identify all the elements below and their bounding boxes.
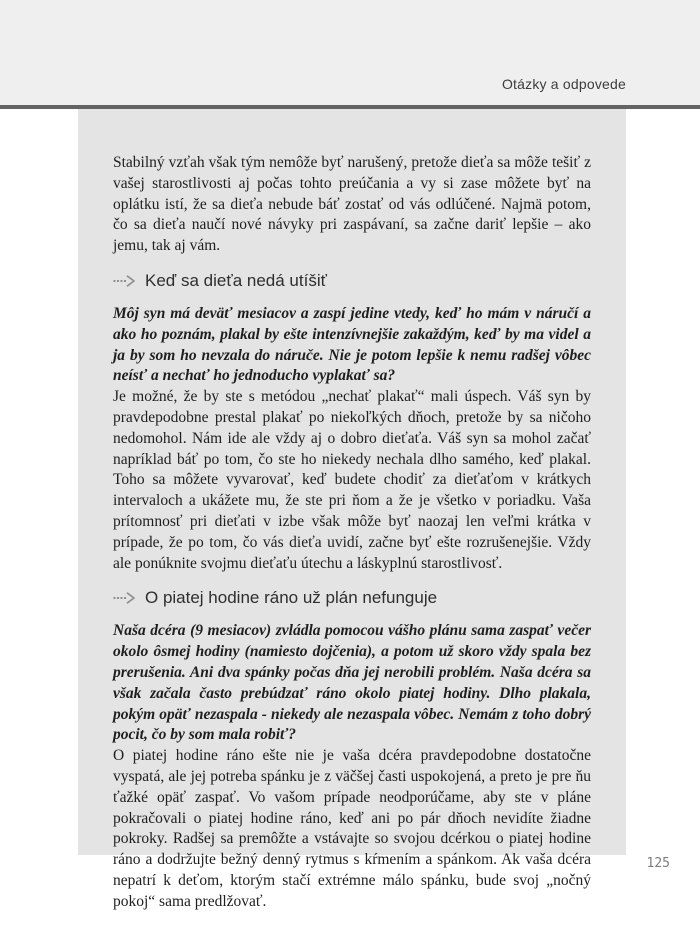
question-paragraph-2: Naša dcéra (9 mesiacov) zvládla pomocou vášho plánu sama zaspať večer okolo ôsmej hodiny (namiesto dojčenia), a potom už skoro vždy spala bez prerušenia. Ani dva spánky počas dňa jej nerobili problém. Naša dcéra sa však začala často prebúdzať ráno okolo piatej hodiny. Dlho plakala, pokým opäť nezaspala - niekedy ale nezaspala vôbec. Nemám z toho dobrý pocit, čo by som mala robiť? bbox=[113, 622, 591, 744]
question-paragraph-1: Môj syn má deväť mesiacov a zaspí jedine vtedy, keď ho mám v náručí a ako ho poznám, plakal by ešte intenzívnejšie zakaždým, keď by ma videl a ja by som ho nevzala do náruče. Nie je potom lepšie k nemu radšej vôbec neísť a nechať ho jednoducho vyplakať sa? bbox=[113, 304, 591, 385]
section-heading-label: Keď sa dieťa nedá utíšiť bbox=[145, 270, 327, 290]
section-heading-2 bbox=[113, 587, 591, 609]
intro-paragraph: Stabilný vzťah však tým nemôže byť narušený, pretože dieťa sa môže tešiť z vašej starostlivosti aj počas tohto preúčania a vy si zase môžete byť na oplátku istí, že sa dieťa nebude báť zostať od vás odlúčené. Najmä potom, čo sa dieťa naučí nové návyky pri zaspávaní, sa začne dariť lepšie – ako jemu, tak aj vám. bbox=[113, 154, 591, 255]
dashed-arrow-right-icon bbox=[113, 275, 136, 287]
answer-paragraph-2: O piatej hodine ráno ešte nie je vaša dcéra pravdepodobne dostatočne vyspatá, ale jej potreba spánku je z väčšej časti uspokojená, a preto je pre ňu ťažké opäť zaspať. Vo vašom prípade neodporúčame, aby ste v pláne pokračovali o piatej hodine ráno, keď ani po pár dňoch nevidíte žiadne pokroky. Radšej sa premôžte a vstávajte so svojou dcérkou o piatej hodine ráno a dodržujte bežný denný rytmus s kŕmením a spánkom. Ak vaša dcéra nepatrí k deťom, ktorým stačí extrémne málo spánku, bude svoj „nočný pokoj“ sama predlžovať. bbox=[113, 747, 591, 910]
answer-paragraph-1: Je možné, že by ste s metódou „nechať plakať“ mali úspech. Váš syn by pravdepodobne prestal plakať po niekoľkých dňoch, pretože by sa ničoho nedomohol. Nám ide ale vždy aj o dobro dieťaťa. Váš syn sa mohol začať napríklad báť po tom, čo ste ho niekedy nechala dlho samého, keď plakal. Toho sa môžete vyvarovať, keď budete chodiť za dieťaťom v krátkych intervaloch a ukážete mu, že ste pri ňom a že je všetko v poriadku. Vaša prítomnosť pri dieťati v izbe však môže byť naozaj len veľmi krátka v prípade, že po tom, čo vás dieťa uvidí, začne byť ešte rozrušenejšie. Vždy ale ponúknite svojmu dieťaťu útechu a láskyplnú starostlivosť. bbox=[113, 388, 591, 572]
section-heading-1 bbox=[113, 270, 591, 292]
running-header: Otázky a odpovede bbox=[501, 76, 626, 92]
running-header-band bbox=[0, 0, 700, 105]
page-content-block bbox=[78, 109, 626, 910]
section-heading-label: O piatej hodine ráno už plán nefunguje bbox=[145, 588, 438, 608]
page-number: 125 bbox=[646, 856, 670, 871]
dashed-arrow-right-icon bbox=[113, 592, 136, 604]
